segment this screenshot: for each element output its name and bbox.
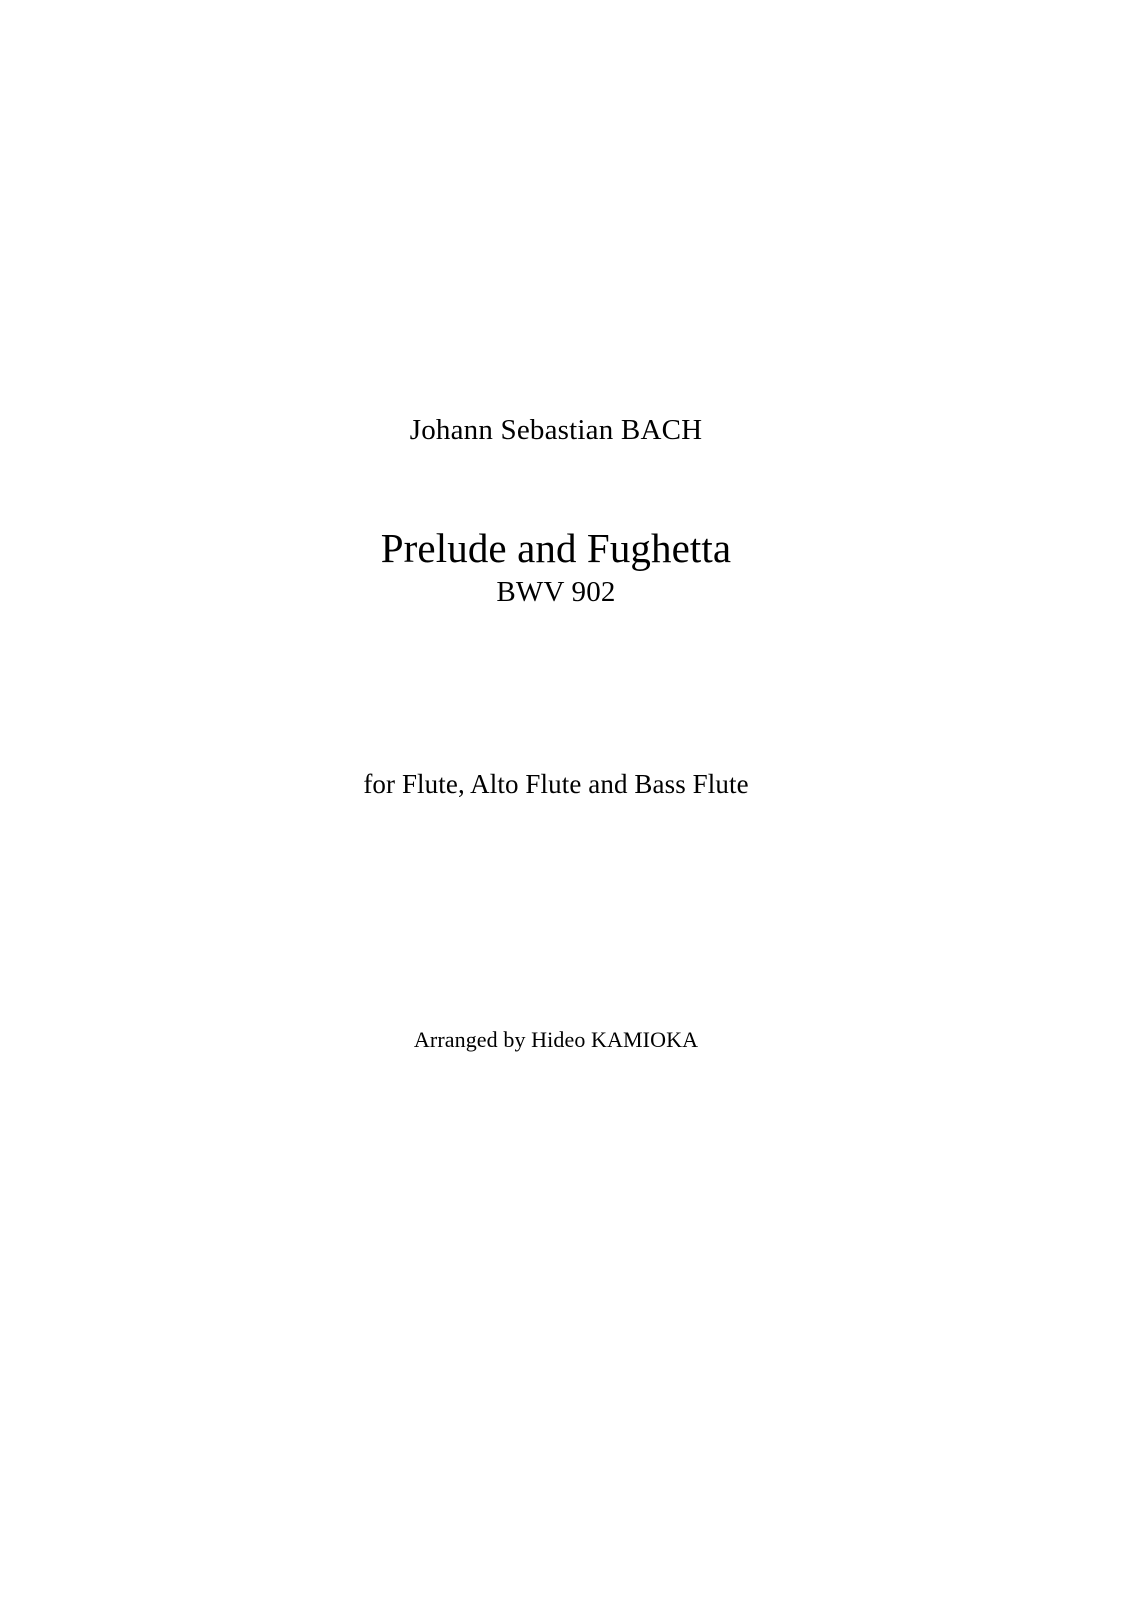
page-title: Prelude and Fughetta xyxy=(380,525,732,571)
catalog-number: BWV 902 xyxy=(496,576,616,608)
instrumentation-line: for Flute, Alto Flute and Bass Flute xyxy=(363,769,749,799)
composer-name: Johann Sebastian BACH xyxy=(409,414,703,446)
arranger-credit: Arranged by Hideo KAMIOKA xyxy=(413,1027,699,1052)
